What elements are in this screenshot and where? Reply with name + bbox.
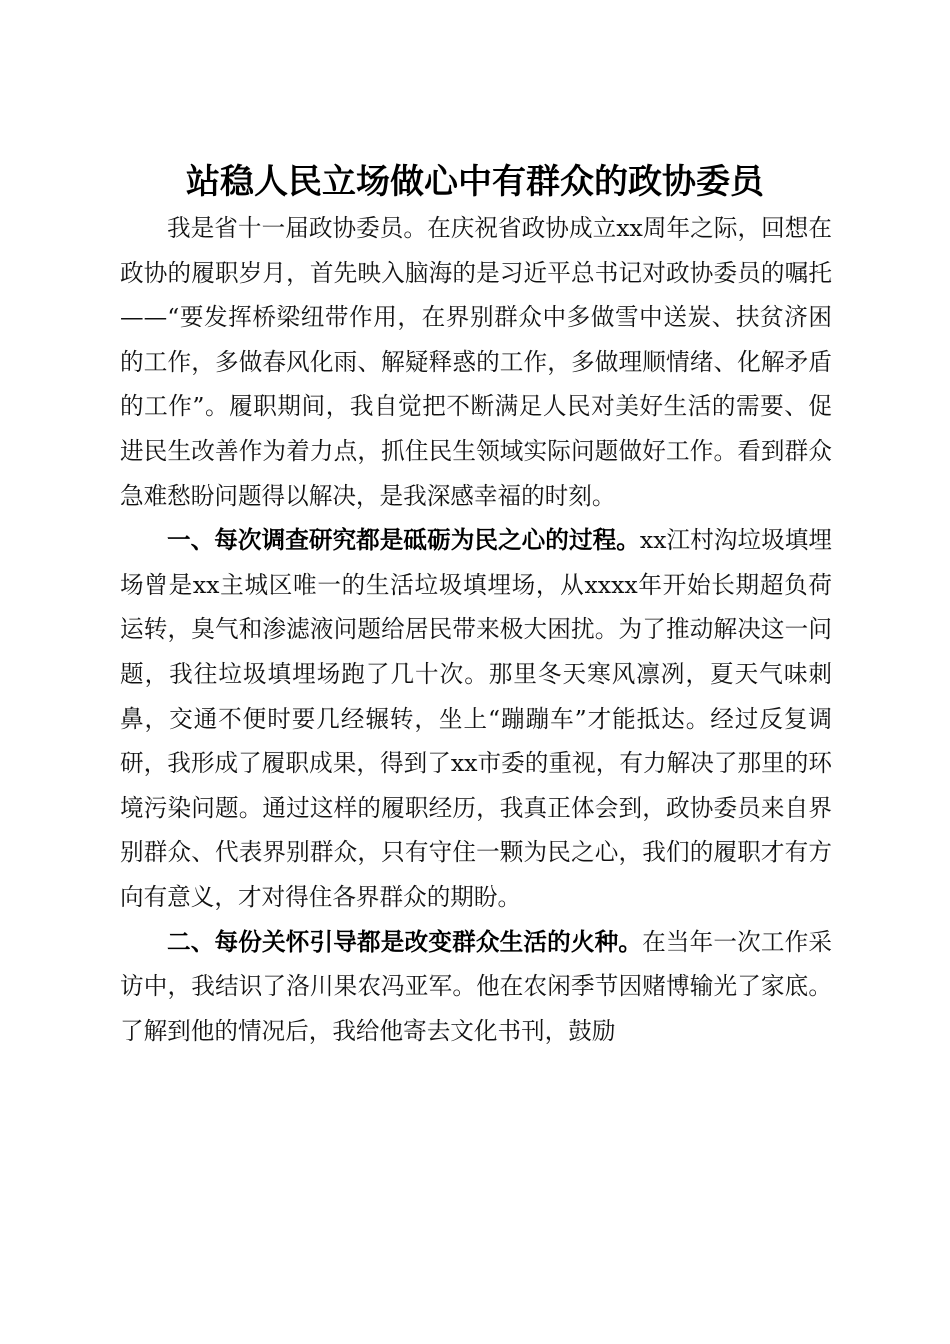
paragraph-section-two: [120, 920, 832, 1054]
paragraph-intro: [120, 206, 832, 518]
document-title: 站稳人民立场做心中有群众的政协委员: [186, 161, 764, 202]
section-two-text: 在当年一次工作采访中，我结识了洛川果农冯亚军。他在农闲季节因赌博输光了家底。了解到他的情况后，我给他寄去文化书刊，鼓励: [120, 927, 833, 1045]
section-two-heading: 二、每份关怀引导都是改变群众生活的火种。: [167, 927, 643, 956]
paragraph-intro-text: 我是省十一届政协委员。在庆祝省政协成立xx周年之际，回想在政协的履职岁月，首先映入脑海的是习近平总书记对政协委员的嘱托——“要发挥桥梁纽带作用，在界别群众中多做雪中送炭、扶贫济困的工作，多做春风化雨、解疑释惑的工作，多做理顺情绪、化解矛盾的工作”。履职期间，我自觉把不断满足人民对美好生活的需要、促进民生改善作为着力点，抓住民生领域实际问题做好工作。看到群众急难愁盼问题得以解决，是我深感幸福的时刻。: [120, 214, 832, 510]
paragraph-section-one: [120, 518, 832, 919]
section-one-heading: 一、每次调查研究都是砥砺为民之心的过程。: [167, 526, 640, 555]
section-one-text: xx江村沟垃圾填埋场曾是xx主城区唯一的生活垃圾填埋场，从xxxx年开始长期超负荷运转，臭气和渗滤液问题给居民带来极大困扰。为了推动解决这一问题，我往垃圾填埋场跑了几十次。那里冬天寒风凛冽，夏天气味刺鼻，交通不便时要几经辗转，坐上“蹦蹦车”才能抵达。经过反复调研，我形成了履职成果，得到了xx市委的重视，有力解决了那里的环境污染问题。通过这样的履职经历，我真正体会到，政协委员来自界别群众、代表界别群众，只有守住一颗为民之心，我们的履职才有方向有意义，才对得住各界群众的期盼。: [120, 526, 832, 911]
document-body: [120, 206, 832, 1053]
